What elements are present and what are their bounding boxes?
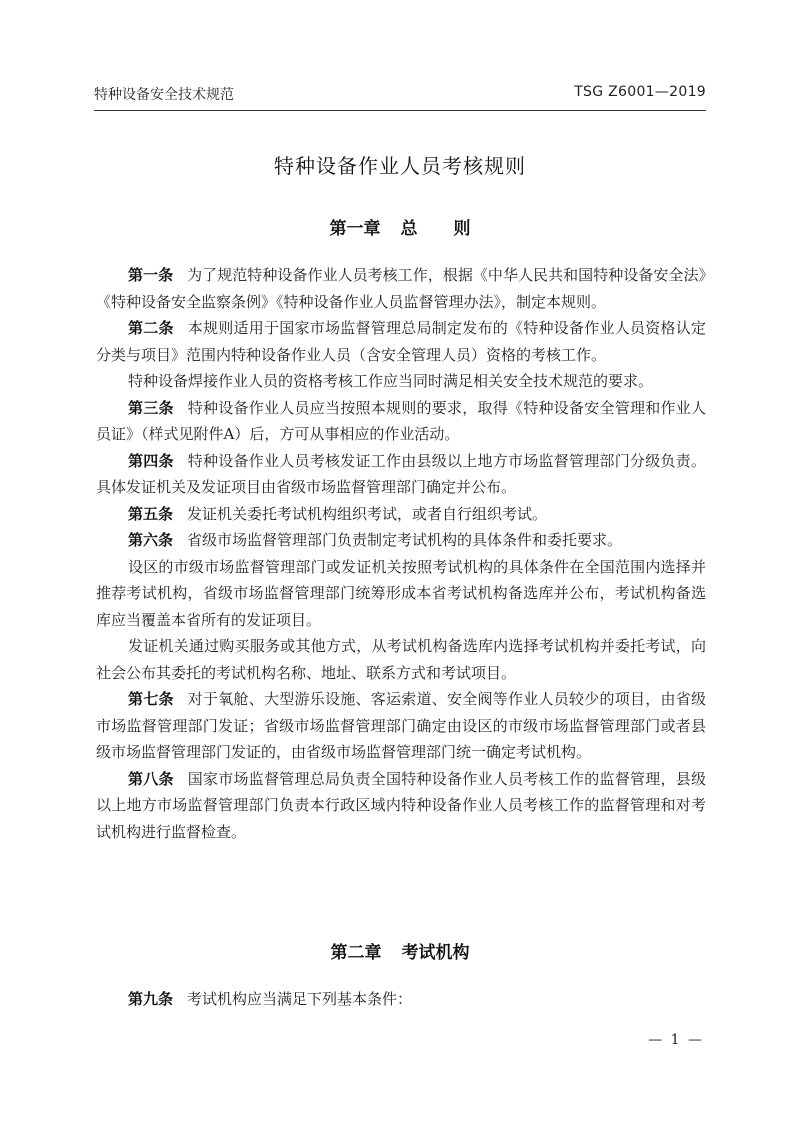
paragraph	[96, 368, 706, 395]
page-header	[94, 84, 706, 108]
paragraph	[96, 262, 706, 315]
header-divider	[94, 110, 706, 111]
article-label: 第五条	[128, 504, 174, 523]
chapter-1-number: 第一章	[329, 219, 381, 239]
paragraph-text: 省级市场监督管理部门负责制定考试机构的具体条件和委托要求。	[187, 531, 623, 549]
chapter-1-heading	[0, 214, 800, 239]
paragraph	[96, 766, 706, 846]
paragraph-text: 国家市场监督管理总局负责全国特种设备作业人员考核工作的监督管理，县级以上地方市场监督管理部门负责本行政区域内特种设备作业人员考核工作的监督管理和对考试机构进行监督检查。	[96, 769, 706, 841]
article-label: 第七条	[128, 690, 174, 708]
article-label: 第三条	[128, 398, 174, 417]
document-title: 特种设备作业人员考核规则	[274, 154, 526, 178]
chapter-2-title: 考试机构	[401, 943, 470, 963]
header-right-code: TSG Z6001—2019	[574, 84, 706, 100]
article-label: 第八条	[128, 769, 174, 788]
paragraph	[96, 315, 706, 368]
paragraph	[96, 554, 706, 634]
page-number: — 1 —	[648, 1032, 704, 1048]
chapter-2-number: 第二章	[330, 943, 382, 963]
paragraph	[96, 501, 706, 528]
paragraph-text: 特种设备作业人员考核发证工作由县级以上地方市场监督管理部门分级负责。具体发证机关及发证项目由省级市场监督管理部门确定并公布。	[96, 451, 706, 496]
paragraph	[96, 527, 706, 554]
header-left-text: 特种设备安全技术规范	[94, 87, 234, 103]
paragraph-text: 特种设备焊接作业人员的资格考核工作应当同时满足相关安全技术规范的要求。	[128, 372, 654, 390]
chapter-1-title-part2: 则	[453, 219, 471, 239]
paragraph	[96, 395, 706, 448]
paragraph-text: 考试机构应当满足下列基本条件：	[187, 990, 413, 1008]
paragraph-text: 设区的市级市场监督管理部门或发证机关按照考试机构的具体条件在全国范围内选择并推荐考试机构，省级市场监督管理部门统筹形成本省考试机构备选库并公布，考试机构备选库应当覆盖本省所有的发证项目。	[96, 557, 706, 629]
chapter-1-body	[96, 262, 706, 845]
paragraph	[96, 986, 706, 1013]
chapter-2-body	[96, 986, 706, 1013]
article-label: 第一条	[128, 266, 174, 284]
chapter-2-heading	[0, 938, 800, 963]
paragraph-text: 发证机关委托考试机构组织考试，或者自行组织考试。	[187, 504, 548, 523]
paragraph	[96, 448, 706, 501]
article-label: 第四条	[128, 451, 174, 470]
article-label: 第九条	[128, 990, 174, 1008]
paragraph	[96, 633, 706, 686]
paragraph-text: 为了规范特种设备作业人员考核工作，根据《中华人民共和国特种设备安全法》《特种设备安全监察条例》《特种设备作业人员监督管理办法》，制定本规则。	[96, 266, 706, 311]
chapter-1-title-part1: 总	[400, 219, 418, 239]
paragraph	[96, 686, 706, 766]
paragraph-text: 特种设备作业人员应当按照本规则的要求，取得《特种设备安全管理和作业人员证》（样式见附件A）后，方可从事相应的作业活动。	[96, 398, 706, 443]
article-label: 第二条	[128, 319, 174, 337]
paragraph-text: 本规则适用于国家市场监督管理总局制定发布的《特种设备作业人员资格认定分类与项目》范围内特种设备作业人员（含安全管理人员）资格的考核工作。	[96, 319, 706, 364]
paragraph-text: 对于氧舱、大型游乐设施、客运索道、安全阀等作业人员较少的项目，由省级市场监督管理部门发证；省级市场监督管理部门确定由设区的市级市场监督管理部门或者县级市场监督管理部门发证的，由省级市场监督管理部门统一确定考试机构。	[96, 690, 706, 761]
paragraph-text: 发证机关通过购买服务或其他方式，从考试机构备选库内选择考试机构并委托考试，向社会公布其委托的考试机构名称、地址、联系方式和考试项目。	[96, 637, 706, 682]
article-label: 第六条	[128, 531, 174, 549]
